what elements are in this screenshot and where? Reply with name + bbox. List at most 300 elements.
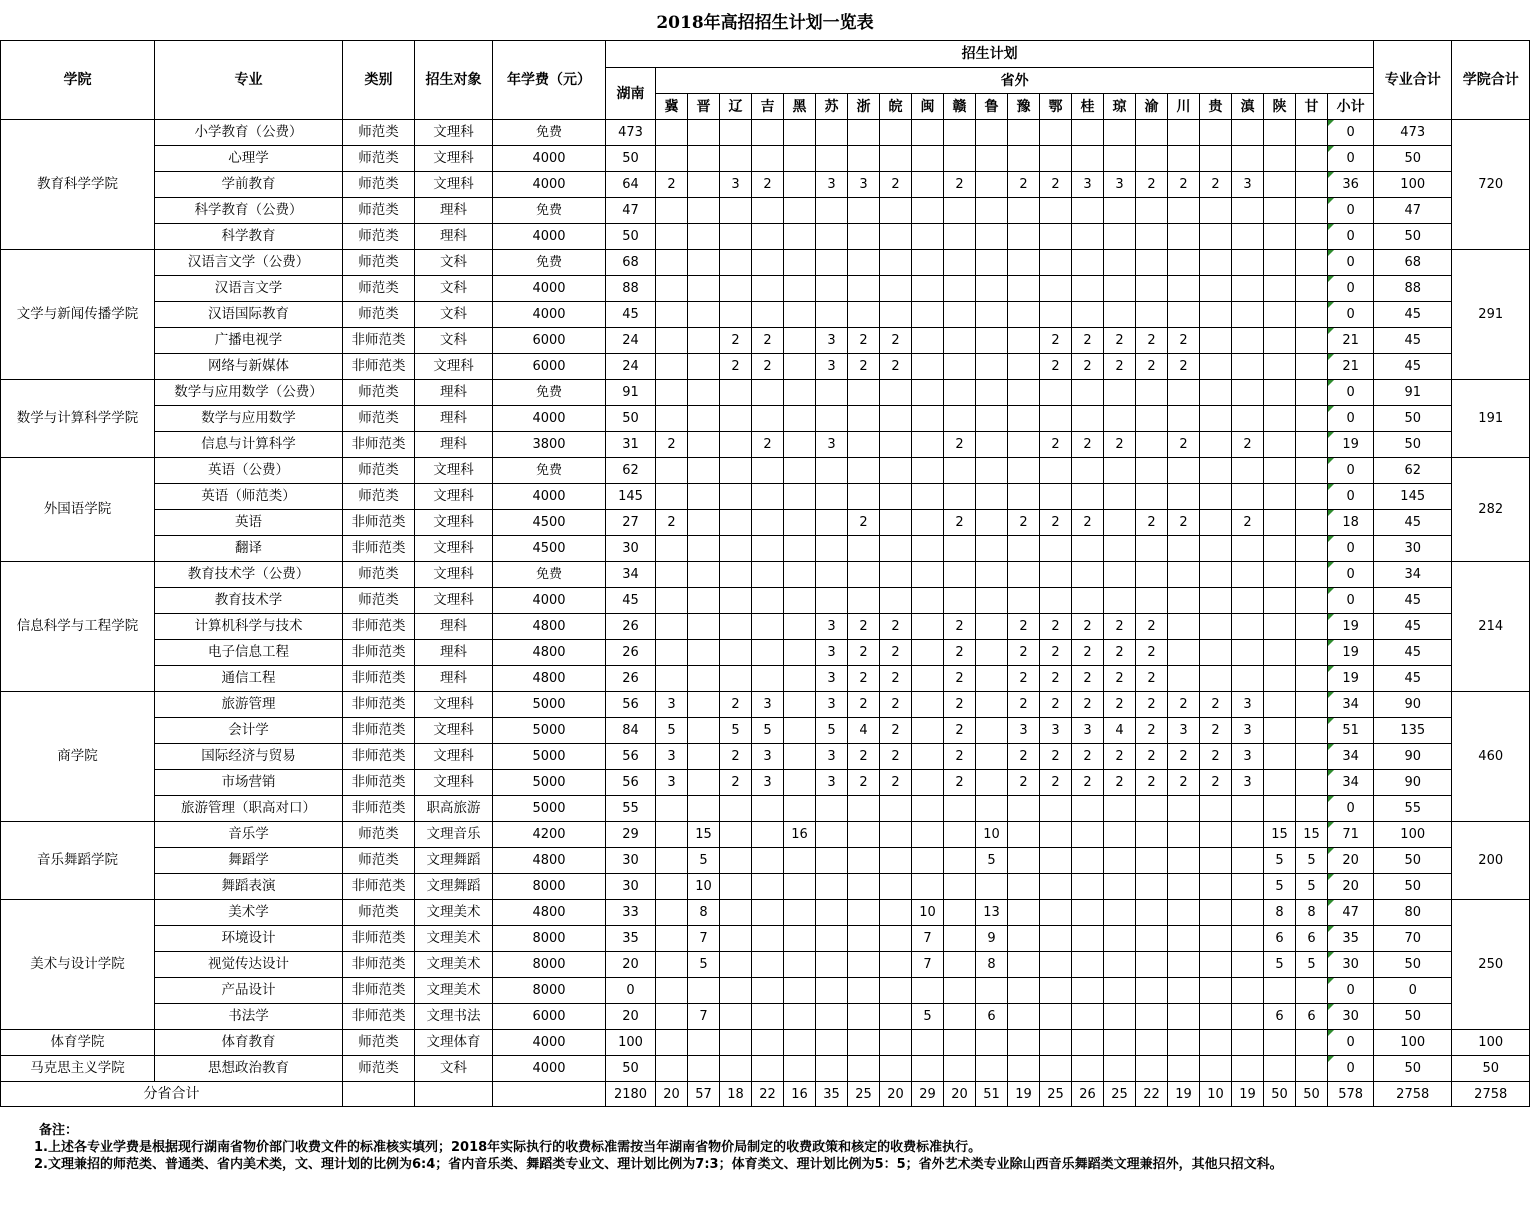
province-cell — [784, 302, 816, 328]
province-cell — [848, 900, 880, 926]
hunan-cell: 45 — [606, 588, 656, 614]
province-cell — [752, 614, 784, 640]
province-cell — [784, 666, 816, 692]
province-cell — [880, 1004, 912, 1030]
province-cell: 2 — [944, 432, 976, 458]
major-total-cell: 50 — [1374, 224, 1452, 250]
province-cell: 6 — [1296, 926, 1328, 952]
totals-province: 50 — [1264, 1082, 1296, 1107]
major-total-cell: 50 — [1374, 952, 1452, 978]
province-cell — [1232, 1004, 1264, 1030]
province-cell — [720, 1004, 752, 1030]
province-cell: 2 — [848, 510, 880, 536]
province-cell — [752, 484, 784, 510]
province-cell: 3 — [1040, 718, 1072, 744]
province-cell — [1072, 276, 1104, 302]
major-total-cell: 100 — [1374, 822, 1452, 848]
province-cell — [944, 120, 976, 146]
province-cell: 3 — [1232, 744, 1264, 770]
major-cell: 数学与应用数学（公费） — [155, 380, 343, 406]
province-cell — [944, 952, 976, 978]
province-cell — [848, 536, 880, 562]
major-total-cell: 135 — [1374, 718, 1452, 744]
province-cell — [848, 146, 880, 172]
province-cell — [1264, 796, 1296, 822]
province-cell — [1200, 926, 1232, 952]
province-cell — [944, 328, 976, 354]
province-cell — [1264, 536, 1296, 562]
province-cell — [1008, 276, 1040, 302]
major-cell: 旅游管理 — [155, 692, 343, 718]
province-cell: 7 — [688, 926, 720, 952]
hunan-cell: 30 — [606, 536, 656, 562]
province-cell — [1104, 1056, 1136, 1082]
province-cell: 2 — [1072, 328, 1104, 354]
category-cell: 师范类 — [343, 458, 415, 484]
hunan-cell: 29 — [606, 822, 656, 848]
category-cell: 师范类 — [343, 172, 415, 198]
province-cell — [848, 484, 880, 510]
province-cell — [1200, 614, 1232, 640]
province-cell — [848, 796, 880, 822]
college-total-cell: 291 — [1452, 250, 1530, 380]
province-cell — [880, 432, 912, 458]
province-cell — [1264, 588, 1296, 614]
major-cell: 英语（公费） — [155, 458, 343, 484]
subtotal-cell: 19 — [1328, 432, 1374, 458]
province-cell — [912, 354, 944, 380]
totals-province: 18 — [720, 1082, 752, 1107]
province-cell — [1264, 432, 1296, 458]
province-cell: 3 — [816, 172, 848, 198]
subtotal-cell: 0 — [1328, 120, 1374, 146]
target-cell: 文科 — [415, 276, 493, 302]
subtotal-cell: 34 — [1328, 692, 1374, 718]
province-cell — [880, 952, 912, 978]
fee-cell: 4000 — [493, 146, 606, 172]
province-cell — [752, 250, 784, 276]
province-cell: 2 — [880, 744, 912, 770]
province-cell — [816, 510, 848, 536]
major-cell: 计算机科学与技术 — [155, 614, 343, 640]
province-cell — [688, 406, 720, 432]
province-cell — [656, 666, 688, 692]
province-cell — [1168, 302, 1200, 328]
province-cell — [912, 848, 944, 874]
category-cell: 非师范类 — [343, 614, 415, 640]
province-cell: 6 — [976, 1004, 1008, 1030]
province-cell: 2 — [880, 770, 912, 796]
province-cell — [1200, 276, 1232, 302]
fee-cell: 5000 — [493, 744, 606, 770]
province-cell — [752, 406, 784, 432]
province-cell: 2 — [1136, 718, 1168, 744]
province-cell — [880, 588, 912, 614]
province-cell — [1264, 146, 1296, 172]
province-cell — [1264, 640, 1296, 666]
province-cell — [1232, 146, 1264, 172]
fee-cell: 免费 — [493, 120, 606, 146]
province-cell — [1040, 822, 1072, 848]
province-cell — [1168, 796, 1200, 822]
province-cell — [1296, 432, 1328, 458]
major-total-cell: 90 — [1374, 744, 1452, 770]
province-cell — [656, 354, 688, 380]
province-cell: 3 — [1168, 718, 1200, 744]
province-cell — [784, 692, 816, 718]
province-cell — [656, 978, 688, 1004]
province-cell: 3 — [816, 328, 848, 354]
province-cell — [1136, 848, 1168, 874]
province-cell: 3 — [816, 354, 848, 380]
province-cell — [1040, 198, 1072, 224]
province-cell: 2 — [1168, 744, 1200, 770]
province-cell: 5 — [1296, 848, 1328, 874]
province-cell — [1264, 666, 1296, 692]
province-cell: 2 — [1136, 744, 1168, 770]
province-cell — [1104, 302, 1136, 328]
subtotal-cell: 20 — [1328, 848, 1374, 874]
header-college-total: 学院合计 — [1452, 41, 1530, 120]
province-cell — [1008, 796, 1040, 822]
province-cell — [1072, 406, 1104, 432]
province-cell — [656, 874, 688, 900]
province-cell — [1296, 328, 1328, 354]
target-cell: 理科 — [415, 432, 493, 458]
major-total-cell: 50 — [1374, 1004, 1452, 1030]
college-total-cell: 460 — [1452, 692, 1530, 822]
province-cell — [976, 978, 1008, 1004]
province-cell: 2 — [1072, 432, 1104, 458]
target-cell: 文科 — [415, 328, 493, 354]
subtotal-cell: 0 — [1328, 380, 1374, 406]
subtotal-cell: 0 — [1328, 1056, 1374, 1082]
province-cell — [784, 536, 816, 562]
province-cell — [1168, 978, 1200, 1004]
header-fee: 年学费（元） — [493, 41, 606, 120]
province-cell — [720, 302, 752, 328]
province-cell: 5 — [912, 1004, 944, 1030]
province-cell — [1296, 640, 1328, 666]
province-cell — [1040, 224, 1072, 250]
totals-province: 20 — [880, 1082, 912, 1107]
province-cell — [688, 484, 720, 510]
header-province: 辽 — [720, 94, 752, 120]
province-cell — [912, 666, 944, 692]
province-cell — [1040, 952, 1072, 978]
category-cell: 非师范类 — [343, 952, 415, 978]
category-cell: 非师范类 — [343, 874, 415, 900]
province-cell — [816, 224, 848, 250]
table-row — [1, 354, 1530, 380]
province-cell — [880, 458, 912, 484]
fee-cell: 5000 — [493, 692, 606, 718]
province-cell — [1104, 458, 1136, 484]
province-cell — [1136, 536, 1168, 562]
totals-label: 分省合计 — [1, 1082, 343, 1107]
province-cell — [1232, 874, 1264, 900]
target-cell: 理科 — [415, 224, 493, 250]
province-cell — [1104, 198, 1136, 224]
province-cell — [1136, 276, 1168, 302]
province-cell — [816, 874, 848, 900]
totals-province: 19 — [1232, 1082, 1264, 1107]
province-cell — [1008, 874, 1040, 900]
fee-cell: 4800 — [493, 666, 606, 692]
subtotal-cell: 36 — [1328, 172, 1374, 198]
header-province: 闽 — [912, 94, 944, 120]
province-cell — [880, 796, 912, 822]
province-cell — [912, 198, 944, 224]
hunan-cell: 64 — [606, 172, 656, 198]
totals-college-total: 2758 — [1452, 1082, 1530, 1107]
province-cell — [816, 276, 848, 302]
province-cell — [1296, 172, 1328, 198]
province-cell — [688, 744, 720, 770]
totals-province: 22 — [752, 1082, 784, 1107]
province-cell: 2 — [1168, 328, 1200, 354]
totals-province: 26 — [1072, 1082, 1104, 1107]
province-cell: 2 — [1072, 640, 1104, 666]
college-cell: 体育学院 — [1, 1030, 155, 1056]
province-cell: 2 — [1200, 718, 1232, 744]
province-cell — [784, 978, 816, 1004]
major-cell: 通信工程 — [155, 666, 343, 692]
province-cell — [1104, 250, 1136, 276]
province-cell: 2 — [1136, 328, 1168, 354]
province-cell — [1040, 484, 1072, 510]
province-cell — [1040, 406, 1072, 432]
target-cell: 文理科 — [415, 562, 493, 588]
province-cell — [848, 874, 880, 900]
header-province: 滇 — [1232, 94, 1264, 120]
province-cell — [1264, 354, 1296, 380]
province-cell: 2 — [1072, 770, 1104, 796]
major-cell: 科学教育 — [155, 224, 343, 250]
hunan-cell: 56 — [606, 744, 656, 770]
province-cell — [1008, 1056, 1040, 1082]
header-province: 苏 — [816, 94, 848, 120]
province-cell — [656, 276, 688, 302]
province-cell — [1232, 952, 1264, 978]
province-cell — [752, 952, 784, 978]
province-cell — [688, 380, 720, 406]
province-cell — [1008, 900, 1040, 926]
province-cell — [912, 224, 944, 250]
table-row — [1, 328, 1530, 354]
province-cell — [880, 146, 912, 172]
hunan-cell: 34 — [606, 562, 656, 588]
province-cell — [1264, 510, 1296, 536]
province-cell — [720, 484, 752, 510]
province-cell — [816, 952, 848, 978]
category-cell: 非师范类 — [343, 354, 415, 380]
province-cell: 2 — [1040, 640, 1072, 666]
province-cell: 8 — [688, 900, 720, 926]
province-cell: 2 — [1040, 510, 1072, 536]
province-cell — [912, 614, 944, 640]
province-cell — [912, 874, 944, 900]
province-cell — [784, 1004, 816, 1030]
province-cell: 2 — [1136, 354, 1168, 380]
province-cell: 2 — [944, 614, 976, 640]
province-cell — [1136, 952, 1168, 978]
totals-province: 25 — [1040, 1082, 1072, 1107]
province-cell — [1200, 874, 1232, 900]
province-cell: 2 — [880, 614, 912, 640]
province-cell — [688, 224, 720, 250]
province-cell — [1200, 432, 1232, 458]
province-cell — [880, 900, 912, 926]
province-cell — [1008, 562, 1040, 588]
province-cell: 2 — [1168, 510, 1200, 536]
target-cell: 文理科 — [415, 146, 493, 172]
province-cell: 15 — [1296, 822, 1328, 848]
province-cell — [816, 146, 848, 172]
table-row — [1, 380, 1530, 406]
province-cell — [1168, 484, 1200, 510]
province-cell — [720, 952, 752, 978]
province-cell — [816, 198, 848, 224]
province-cell — [688, 562, 720, 588]
province-cell — [848, 562, 880, 588]
province-cell: 2 — [944, 744, 976, 770]
province-cell — [1008, 224, 1040, 250]
province-cell — [944, 250, 976, 276]
province-cell — [752, 380, 784, 406]
province-cell — [1136, 562, 1168, 588]
province-cell — [656, 458, 688, 484]
major-cell: 信息与计算科学 — [155, 432, 343, 458]
major-cell: 心理学 — [155, 146, 343, 172]
major-total-cell: 0 — [1374, 978, 1452, 1004]
province-cell — [1232, 822, 1264, 848]
province-cell: 2 — [1008, 692, 1040, 718]
target-cell: 职高旅游 — [415, 796, 493, 822]
province-cell: 3 — [816, 666, 848, 692]
empty-cell — [415, 1082, 493, 1107]
college-total-cell: 191 — [1452, 380, 1530, 458]
province-cell — [1072, 848, 1104, 874]
province-cell — [1296, 224, 1328, 250]
province-cell — [1296, 198, 1328, 224]
major-cell: 旅游管理（职高对口） — [155, 796, 343, 822]
province-cell — [1040, 250, 1072, 276]
province-cell — [880, 848, 912, 874]
province-cell: 2 — [1104, 614, 1136, 640]
major-total-cell: 55 — [1374, 796, 1452, 822]
header-major-total: 专业合计 — [1374, 41, 1452, 120]
category-cell: 非师范类 — [343, 510, 415, 536]
major-total-cell: 45 — [1374, 302, 1452, 328]
province-cell — [1200, 458, 1232, 484]
province-cell: 7 — [912, 952, 944, 978]
hunan-cell: 100 — [606, 1030, 656, 1056]
major-total-cell: 30 — [1374, 536, 1452, 562]
province-cell — [1264, 1030, 1296, 1056]
college-cell: 数学与计算科学学院 — [1, 380, 155, 458]
province-cell — [784, 900, 816, 926]
fee-cell: 6000 — [493, 1004, 606, 1030]
table-row — [1, 926, 1530, 952]
province-cell — [816, 484, 848, 510]
major-cell: 翻译 — [155, 536, 343, 562]
province-cell — [1104, 536, 1136, 562]
province-cell — [944, 1056, 976, 1082]
subtotal-cell: 0 — [1328, 276, 1374, 302]
province-cell — [656, 640, 688, 666]
subtotal-cell: 19 — [1328, 666, 1374, 692]
province-cell — [1168, 224, 1200, 250]
target-cell: 文理科 — [415, 588, 493, 614]
province-cell — [752, 510, 784, 536]
fee-cell: 免费 — [493, 458, 606, 484]
province-cell — [912, 250, 944, 276]
province-cell — [1168, 250, 1200, 276]
province-cell: 4 — [848, 718, 880, 744]
province-cell — [1200, 198, 1232, 224]
major-cell: 数学与应用数学 — [155, 406, 343, 432]
province-cell: 2 — [1008, 614, 1040, 640]
province-cell — [1136, 458, 1168, 484]
province-cell — [976, 1056, 1008, 1082]
province-cell — [1008, 432, 1040, 458]
province-cell — [1040, 926, 1072, 952]
province-cell — [1232, 1056, 1264, 1082]
table-row — [1, 900, 1530, 926]
table-row — [1, 666, 1530, 692]
header-province: 琼 — [1104, 94, 1136, 120]
province-cell — [912, 276, 944, 302]
major-total-cell: 34 — [1374, 562, 1452, 588]
province-cell — [816, 796, 848, 822]
province-cell: 2 — [1040, 172, 1072, 198]
province-cell — [656, 1030, 688, 1056]
hunan-cell: 35 — [606, 926, 656, 952]
province-cell — [688, 770, 720, 796]
province-cell: 2 — [1136, 692, 1168, 718]
province-cell — [912, 328, 944, 354]
province-cell — [976, 380, 1008, 406]
province-cell: 2 — [1008, 770, 1040, 796]
header-category: 类别 — [343, 41, 415, 120]
major-total-cell: 50 — [1374, 406, 1452, 432]
province-cell: 2 — [1072, 354, 1104, 380]
major-cell: 体育教育 — [155, 1030, 343, 1056]
totals-hunan: 2180 — [606, 1082, 656, 1107]
province-cell — [880, 926, 912, 952]
category-cell: 师范类 — [343, 146, 415, 172]
province-cell: 2 — [1232, 432, 1264, 458]
table-row — [1, 614, 1530, 640]
major-cell: 产品设计 — [155, 978, 343, 1004]
province-cell — [1232, 588, 1264, 614]
province-cell — [1168, 848, 1200, 874]
province-cell: 3 — [816, 692, 848, 718]
province-cell — [976, 562, 1008, 588]
subtotal-cell: 47 — [1328, 900, 1374, 926]
hunan-cell: 84 — [606, 718, 656, 744]
province-cell — [1104, 484, 1136, 510]
province-cell: 7 — [688, 1004, 720, 1030]
province-cell — [1008, 1004, 1040, 1030]
province-cell — [784, 848, 816, 874]
province-cell — [912, 796, 944, 822]
province-cell — [912, 1056, 944, 1082]
province-cell: 2 — [1136, 640, 1168, 666]
province-cell: 3 — [656, 744, 688, 770]
hunan-cell: 47 — [606, 198, 656, 224]
